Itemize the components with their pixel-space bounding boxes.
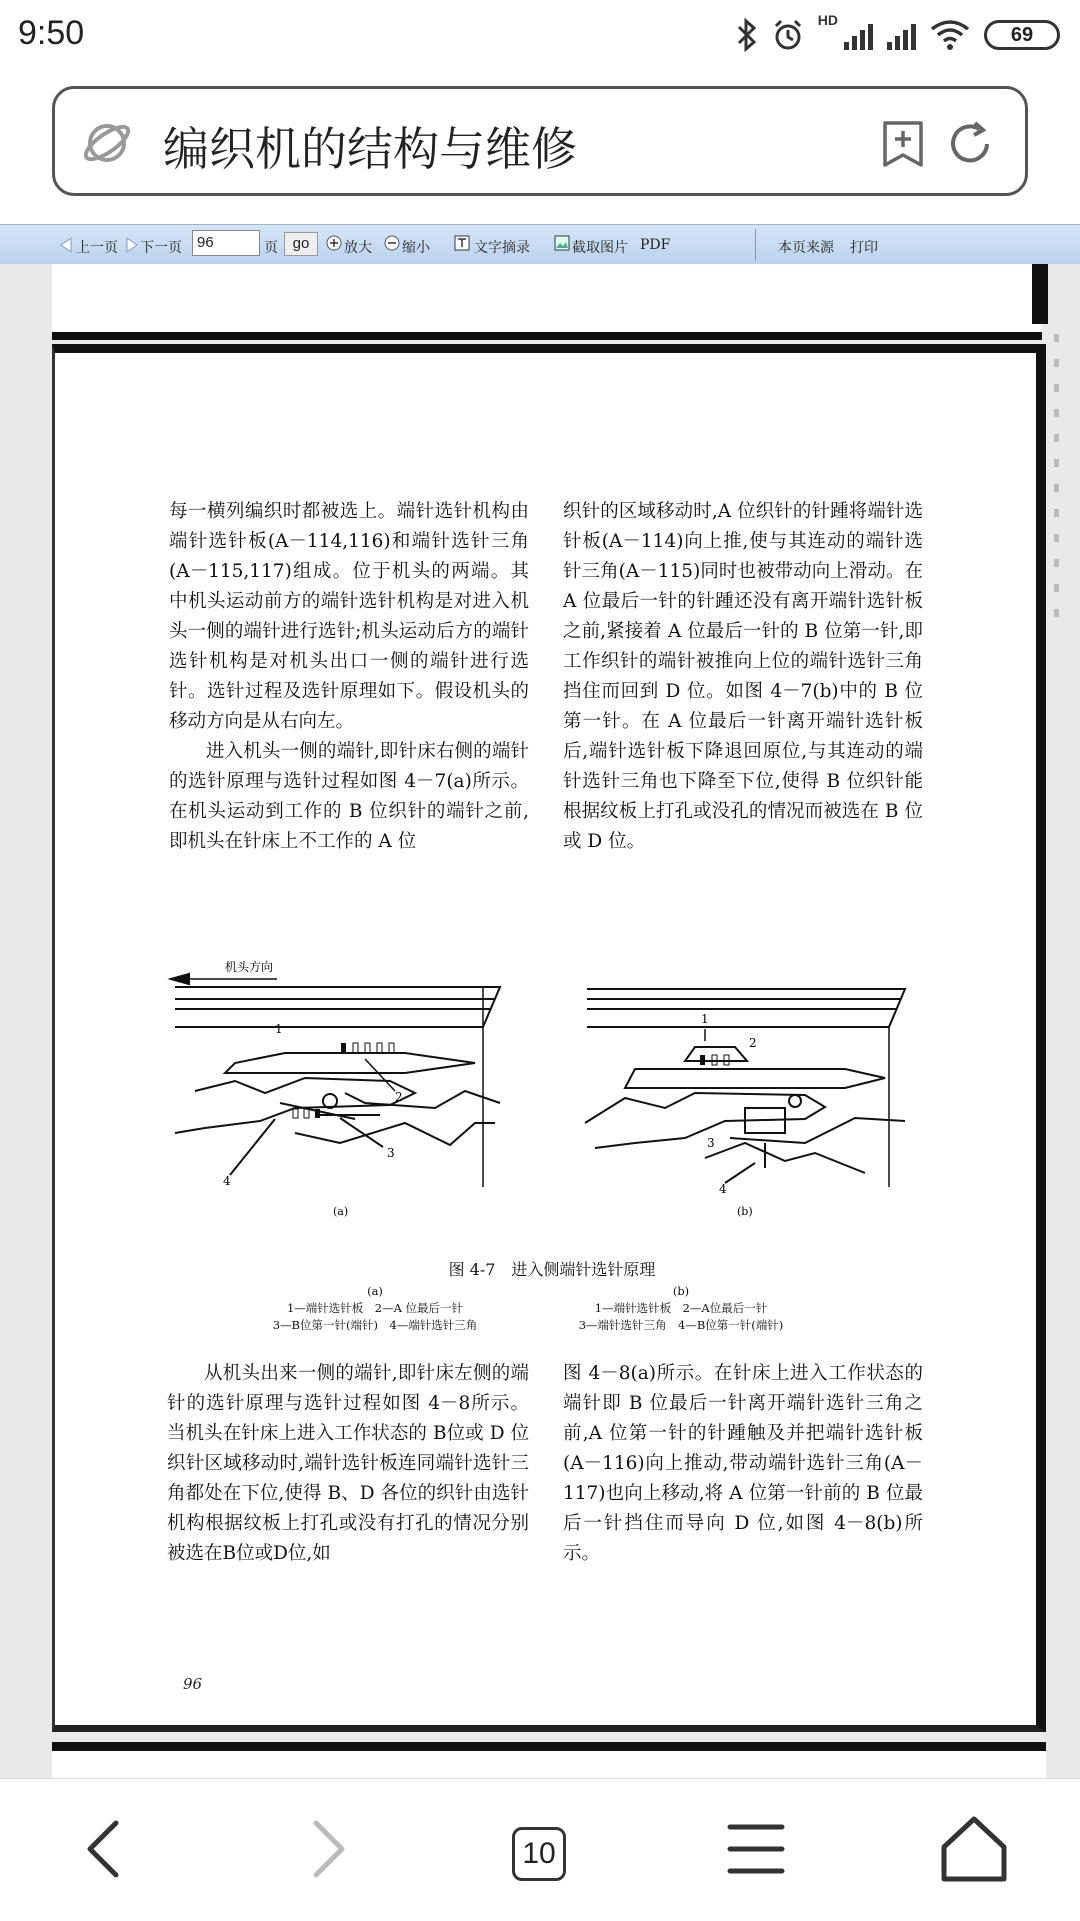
pdf-button[interactable]: PDF [640, 237, 671, 253]
back-icon[interactable] [66, 1809, 146, 1889]
page-number-input[interactable]: 96 [192, 230, 260, 256]
tabs-button[interactable]: 10 [512, 1827, 566, 1881]
document-page [52, 344, 1046, 1732]
text-column-left-2 [167, 1359, 529, 1569]
text-column-right-2 [563, 1359, 923, 1569]
figure-legend-a [255, 1283, 495, 1334]
figure-label-b: (b) [737, 1205, 753, 1218]
document-viewer[interactable] [0, 264, 1080, 1778]
next-arrow-icon[interactable] [126, 237, 138, 253]
figure-num-4a: 4 [223, 1174, 231, 1188]
refresh-icon[interactable] [945, 119, 995, 169]
figure-num-1a: 1 [275, 1022, 283, 1036]
bottom-nav [0, 1778, 1080, 1921]
prev-page-button[interactable]: 上一页 [76, 240, 118, 256]
address-bar[interactable] [52, 86, 1028, 196]
zoom-out-icon[interactable] [384, 235, 400, 251]
text-extract-button[interactable]: 文字摘录 [474, 240, 530, 256]
menu-icon[interactable] [716, 1809, 796, 1889]
add-bookmark-icon[interactable] [881, 119, 925, 169]
legend-line: 1—端针选针板 2—A 位最后一针 [286, 1301, 464, 1315]
figure-num-2a: 2 [395, 1090, 403, 1104]
text-column-right [563, 497, 923, 857]
planet-icon [81, 117, 133, 169]
hd-label: HD [817, 12, 838, 28]
alarm-icon [772, 18, 804, 52]
reader-toolbar [0, 224, 1080, 266]
figure-num-2b: 2 [749, 1036, 757, 1050]
battery-indicator: 69 [984, 20, 1060, 50]
legend-line: 3—端针选针三角 4—B位第一针(端针) [578, 1318, 784, 1332]
page-source-link[interactable]: 本页来源 [778, 240, 834, 256]
capture-image-icon[interactable] [554, 235, 570, 251]
bluetooth-icon [736, 18, 758, 52]
capture-image-button[interactable]: 截取图片 [572, 240, 628, 256]
signal-1-icon [844, 20, 873, 50]
print-button[interactable]: 打印 [850, 240, 878, 256]
text-column-left [169, 497, 529, 857]
figure-num-3a: 3 [387, 1146, 395, 1160]
figure-legend-b [561, 1283, 801, 1334]
page-number: 96 [183, 1675, 203, 1693]
zoom-in-button[interactable]: 放大 [344, 240, 372, 256]
previous-page-edge [52, 264, 1042, 340]
page-title[interactable]: 编织机的结构与维修 [163, 122, 577, 176]
prev-arrow-icon[interactable] [60, 237, 72, 253]
legend-line: 3—B位第一针(端针) 4—端针选针三角 [272, 1318, 478, 1332]
legend-line: 1—端针选针板 2—A位最后一针 [594, 1301, 768, 1315]
next-page-button[interactable]: 下一页 [140, 240, 182, 256]
status-time: 9:50 [18, 14, 85, 52]
figure-caption: 图 4-7 进入侧端针选针原理 [448, 1260, 656, 1279]
paragraph: 每一横列编织时都被选上。端针选针机构由端针选针板(A－114,116)和端针选针三角(A－115,117)组成。位于机头的两端。其中机头运动前方的端针选针机构是对进入机头一侧的端针进行选针;机头运动后方的端针选针机构是对机头出口一侧的端针进行选针。选针过程及选针原理如下。假设机头的移动方向是从右向左。 [169, 501, 529, 732]
figure-num-4b: 4 [719, 1182, 727, 1196]
next-page-edge [52, 1742, 1046, 1778]
zoom-out-button[interactable]: 缩小 [402, 240, 430, 256]
paragraph: 织针的区域移动时,A 位织针的针踵将端针选针板(A－114)向上推,使与其连动的端针选针三角(A－115)同时也被带动向上滑动。在 A 位最后一针的针踵还没有离开端针选针板之前,紧接着 A 位最后一针的 B 位第一针,即工作织针的端针被推向上位的端针选针三角挡住而回到 D 位。如图 4－7(b)中的 B 位第一针。在 A 位最后一针离开端针选针板后,端针选针板下降退回原位,与其连动的端针选针三角也下降至下位,使得 B 位织针能根据纹板上打孔或没孔的情况而被选在 B 位或 D 位。 [563, 501, 923, 852]
signal-2-icon [887, 20, 916, 50]
zoom-in-icon[interactable] [326, 235, 342, 251]
status-bar [0, 0, 1080, 72]
figure-direction-label: 机头方向 [225, 960, 274, 974]
page-shadow [1032, 264, 1048, 324]
figure-num-1b: 1 [701, 1012, 709, 1026]
toolbar-divider [755, 229, 756, 261]
figure-label-a: (a) [333, 1205, 349, 1218]
paragraph: 图 4－8(a)所示。在针床上进入工作状态的端针即 B 位最后一针离开端针选针三角之前,A 位第一针的针踵触及并把端针选针板(A－116)向上推动,带动端针选针三角(A－117)也向上移动,将 A 位第一针前的 B 位最后一针挡住而导向 D 位,如图 4－8(b)所示。 [563, 1363, 923, 1564]
figure-num-3b: 3 [707, 1136, 715, 1150]
legend-title: (b) [672, 1284, 690, 1298]
legend-title: (a) [367, 1284, 383, 1298]
margin-marks [1050, 304, 1064, 784]
paragraph: 进入机头一侧的端针,即针床右侧的端针的选针原理与选针过程如图 4－7(a)所示。在机头运动到工作的 B 位织针的端针之前,即机头在针床上不工作的 A 位 [169, 741, 529, 852]
status-icons [736, 12, 1060, 58]
wifi-icon [930, 19, 970, 51]
home-icon[interactable] [934, 1809, 1014, 1889]
text-extract-icon[interactable] [454, 235, 470, 251]
forward-icon[interactable] [286, 1809, 366, 1889]
go-button[interactable]: go [284, 232, 318, 256]
paragraph: 从机头出来一侧的端针,即针床左侧的端针的选针原理与选针过程如图 4－8所示。当机头在针床上进入工作状态的 B位或 D 位织针区域移动时,端针选针板连同端针选针三角都处在下位,使得 B、D 各位的织针由选针机构根据纹板上打孔或没有打孔的情况分别被选在B位或D位,如 [167, 1363, 529, 1564]
page-unit-label: 页 [264, 240, 278, 256]
